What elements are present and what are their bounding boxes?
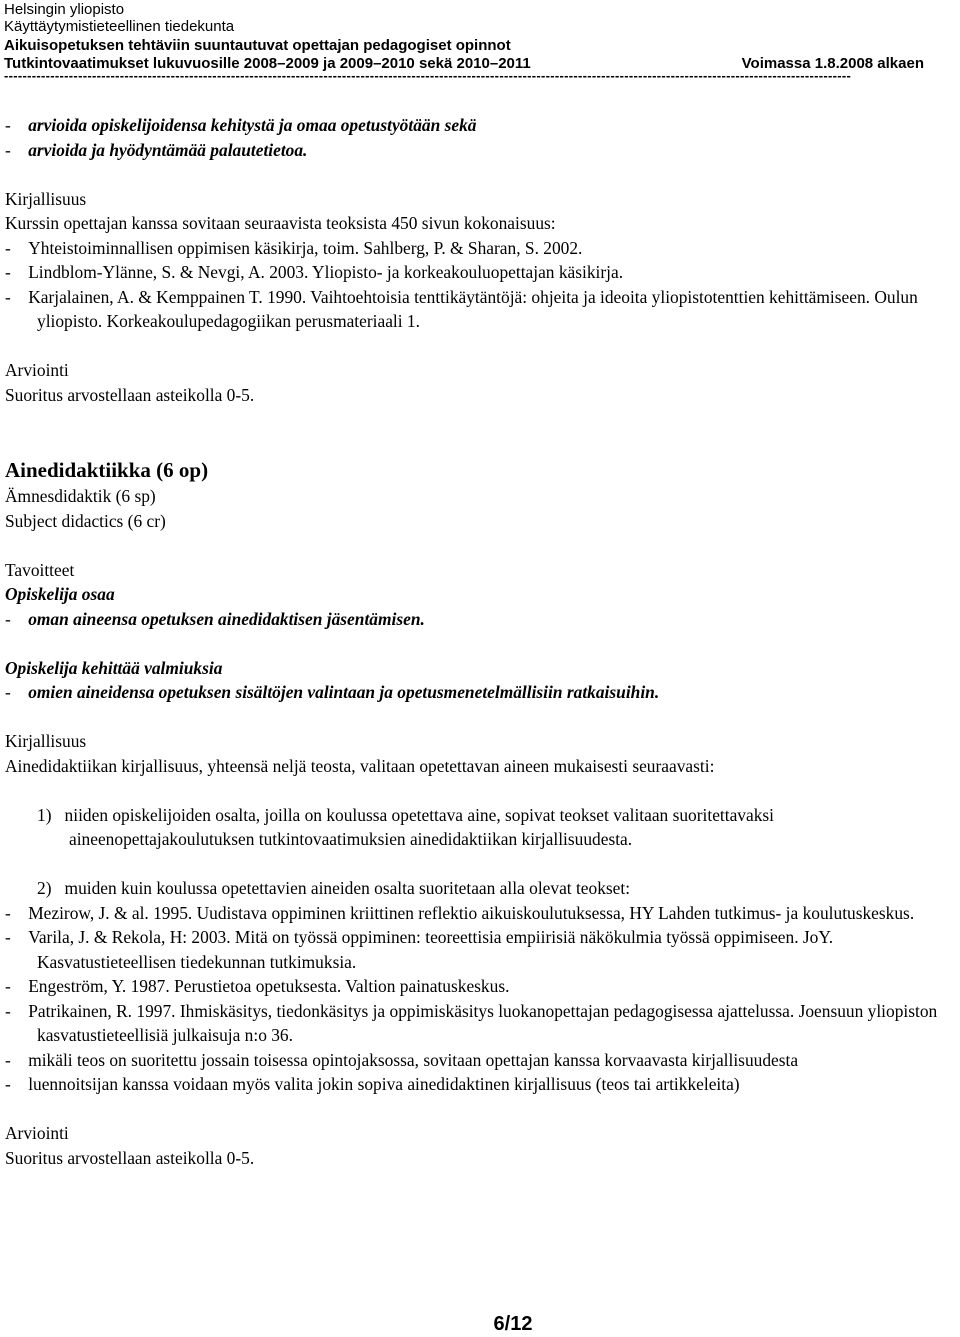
goal-item: - oman aineensa opetuksen ainedidaktisen jäsentämisen. <box>5 608 425 629</box>
programme-name: Aikuisopetuksen tehtäviin suuntautuvat opettajan pedagogiset opinnot <box>4 37 511 54</box>
literature-item: - mikäli teos on suoritettu jossain toisessa opintojaksossa, sovitaan opettajan kanssa korvaavasta kirjallisuudesta <box>5 1049 799 1070</box>
assessment-heading: Arviointi <box>5 1123 69 1143</box>
course-title-sv: Ämnesdidaktik (6 sp) <box>5 486 156 506</box>
university-name: Helsingin yliopisto <box>4 1 125 18</box>
literature-item: - luennoitsijan kanssa voidaan myös valita jokin sopiva ainedidaktinen kirjallisuus (teos tai artikkeleita) <box>5 1074 740 1094</box>
goal-item: - omien aineidensa opetuksen sisältöjen valintaan ja opetusmenetelmällisiin ratkaisuihin. <box>5 682 660 702</box>
validity-date: Voimassa 1.8.2008 alkaen <box>741 55 924 72</box>
literature-intro: Ainedidaktiikan kirjallisuus, yhteensä neljä teosta, valitaan opetettavan aineen mukaisesti seuraavasti: <box>5 755 715 776</box>
literature-item: - Karjalainen, A. & Kemppainen T. 1990. Vaihtoehtoisia tenttikäytäntöjä: ohjeita ja ideoita yliopistotenttien kehittämiseen. Oulun yliopisto. Korkeakoulupedagogiikan perusmateriaali 1. <box>5 286 918 331</box>
literature-heading: Kirjallisuus <box>5 188 87 209</box>
goals-heading: Tavoitteet <box>5 559 75 580</box>
page-number: 6/12 <box>493 1313 533 1335</box>
literature-item: - Mezirow, J. & al. 1995. Uudistava oppiminen kriittinen reflektio aikuiskoulutuksessa, HY Lahden tutkimus- ja koulutuskeskus. <box>5 902 915 923</box>
numbered-item: 1) niiden opiskelijoiden osalta, joilla on koulussa opetettava aine, sopivat teokset valitaan suoritettavaksi aineenopettajakoulutuksen tutkintovaatimuksien ainedidaktiikan kirjallisuudesta. <box>37 804 775 849</box>
assessment-text: Suoritus arvostellaan asteikolla 0-5. <box>5 384 255 405</box>
student-develops-heading: Opiskelija kehittää valmiuksia <box>5 657 223 678</box>
student-can-heading: Opiskelija osaa <box>5 584 115 604</box>
literature-heading: Kirjallisuus <box>5 731 87 751</box>
literature-item: - Patrikainen, R. 1997. Ihmiskäsitys, tiedonkäsitys ja oppimiskäsitys luokanopettajan pedagogisessa ajattelussa. Joensuun yliopiston kasvatustieteellisiä julkaisuja n:o 36. <box>5 1000 938 1045</box>
literature-item: - Engeström, Y. 1987. Perustietoa opetuksesta. Valtion painatuskeskus. <box>5 976 510 996</box>
page-footer <box>0 1313 960 1336</box>
goal-item: - arvioida opiskelijoidensa kehitystä ja omaa opetustyötään sekä <box>5 115 477 135</box>
header-divider: --------------------------------------------------------------------------------------------------------------------------------------------------------------------------------------- <box>4 68 852 83</box>
literature-item: - Varila, J. & Rekola, H: 2003. Mitä on työssä oppiminen: teoreettisia empiirisiä näkökulmia työssä oppimiseen. JoY. Kasvatustieteellisen tiedekunnan tutkimuksia. <box>5 927 834 972</box>
faculty-name: Käyttäytymistieteellinen tiedekunta <box>4 18 235 35</box>
literature-intro: Kurssin opettajan kanssa sovitaan seuraavista teoksista 450 sivun kokonaisuus: <box>5 213 556 233</box>
course-title-en: Subject didactics (6 cr) <box>5 510 166 531</box>
numbered-item: 2) muiden kuin koulussa opetettavien aineiden osalta suoritetaan alla olevat teokset: <box>37 878 631 898</box>
literature-item: - Yhteistoiminnallisen oppimisen käsikirja, toim. Sahlberg, P. & Sharan, S. 2002. <box>5 237 583 258</box>
course-title: Ainedidaktiikka (6 op) <box>5 458 209 482</box>
literature-item: - Lindblom-Ylänne, S. & Nevgi, A. 2003. Yliopisto- ja korkeakouluopettajan käsikirja. <box>5 262 624 282</box>
goal-item: - arvioida ja hyödyntämää palautetietoa. <box>5 139 308 160</box>
requirements-title: Tutkintovaatimukset lukuvuosille 2008–2009 ja 2009–2010 sekä 2010–2011 <box>4 55 531 72</box>
document-body <box>5 113 955 1170</box>
assessment-heading: Arviointi <box>5 360 69 380</box>
assessment-text: Suoritus arvostellaan asteikolla 0-5. <box>5 1147 255 1168</box>
